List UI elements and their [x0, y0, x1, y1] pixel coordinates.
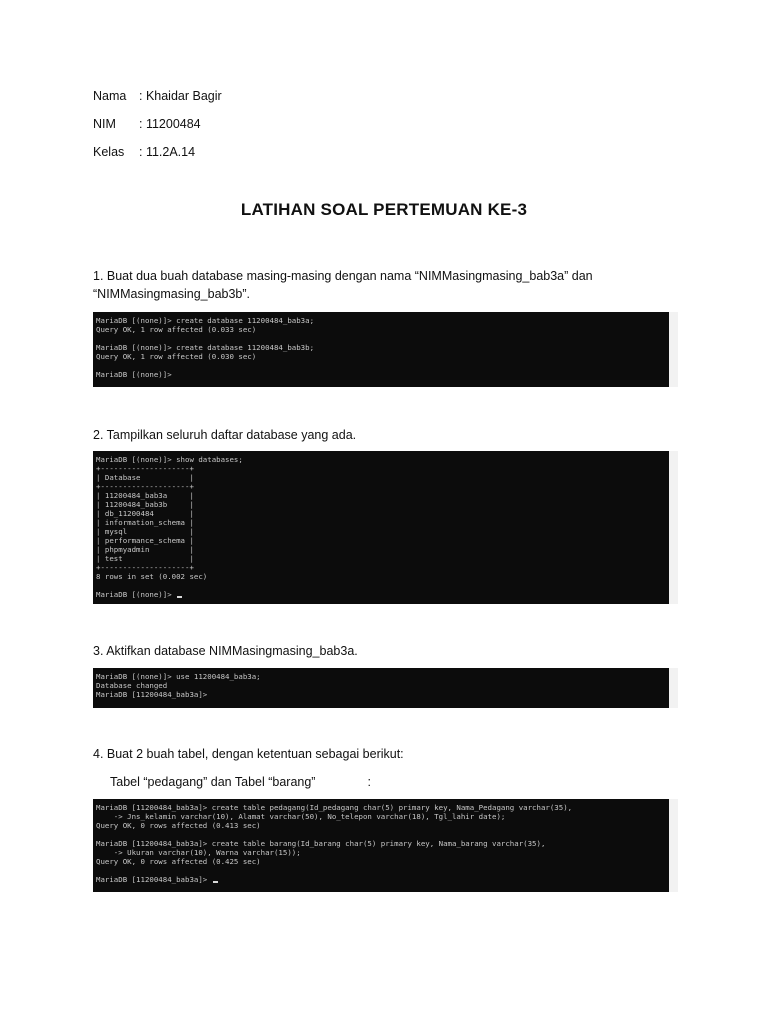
- question-3-line-1: 3. Aktifkan database NIMMasingmasing_bab3a.: [93, 644, 358, 658]
- identity-nama: [93, 88, 222, 104]
- kelas-value: : 11.2A.14: [139, 145, 196, 159]
- nama-label: Nama: [93, 89, 127, 103]
- nim-value: : 11200484: [139, 117, 201, 131]
- identity-kelas: [93, 144, 195, 160]
- terminal-output-1: MariaDB [(none)]> create database 11200484_bab3a; Query OK, 1 row affected (0.033 sec) MariaDB [(none)]> create database 11200484_bab3b; Query OK, 1 row affected (0.030 sec) MariaDB [(none)]>: [96, 316, 315, 379]
- question-4-subtitle-colon: :: [367, 775, 371, 789]
- page-title: LATIHAN SOAL PERTEMUAN KE-3: [240, 200, 528, 219]
- question-4: [93, 745, 683, 763]
- terminal-screenshot-4: [93, 799, 678, 892]
- terminal-output-3: MariaDB [(none)]> use 11200484_bab3a; Database changed MariaDB [11200484_bab3a]>: [96, 672, 261, 699]
- kelas-label: Kelas: [93, 145, 125, 159]
- question-2: [93, 426, 683, 444]
- terminal-screenshot-1: [93, 312, 678, 387]
- terminal-output-2: MariaDB [(none)]> show databases; +--------------------+ | Database | +--------------------+ | 11200484_bab3a | | 11200484_bab3b | | db_11200484 | | information_schema | | mysql | | performance_schema | | phpmyadmin | | test | +--------------------+ 8 rows in set (0.002 sec) MariaDB [(none)]>: [96, 455, 243, 599]
- question-1-line-2: “NIMMasingmasing_bab3b”.: [93, 287, 251, 301]
- question-1-line-1: 1. Buat dua buah database masing-masing dengan nama “NIMMasingmasing_bab3a” dan: [93, 269, 593, 283]
- nama-value: : Khaidar Bagir: [139, 89, 222, 103]
- question-2-line-1: 2. Tampilkan seluruh daftar database yang ada.: [93, 428, 357, 442]
- question-1: [93, 267, 683, 303]
- terminal-output-4: MariaDB [11200484_bab3a]> create table pedagang(Id_pedagang char(5) primary key, Nama_Pedagang varchar(35), -> Jns_kelamin varchar(10), Alamat varchar(50), No_telepon varchar(18), Tgl_lahir date); Query OK, 0 rows affected (0.413 sec) MariaDB [11200484_bab3a]> create table barang(Id_barang char(5) primary key, Nama_barang varchar(35), -> Ukuran varchar(10), Warna varchar(15)); Query OK, 0 rows affected (0.425 sec) MariaDB [11200484_bab3a]>: [96, 803, 573, 884]
- question-3: [93, 642, 683, 660]
- terminal-screenshot-3: [93, 668, 678, 708]
- question-4-subtitle: [110, 773, 371, 791]
- question-4-line-1: 4. Buat 2 buah tabel, dengan ketentuan sebagai berikut:: [93, 747, 404, 761]
- terminal-cursor: [213, 881, 218, 883]
- terminal-cursor: [177, 596, 182, 598]
- question-4-subtitle-text: Tabel “pedagang” dan Tabel “barang”: [110, 775, 316, 789]
- terminal-screenshot-2: [93, 451, 678, 604]
- identity-nim: [93, 116, 201, 132]
- nim-label: NIM: [93, 117, 116, 131]
